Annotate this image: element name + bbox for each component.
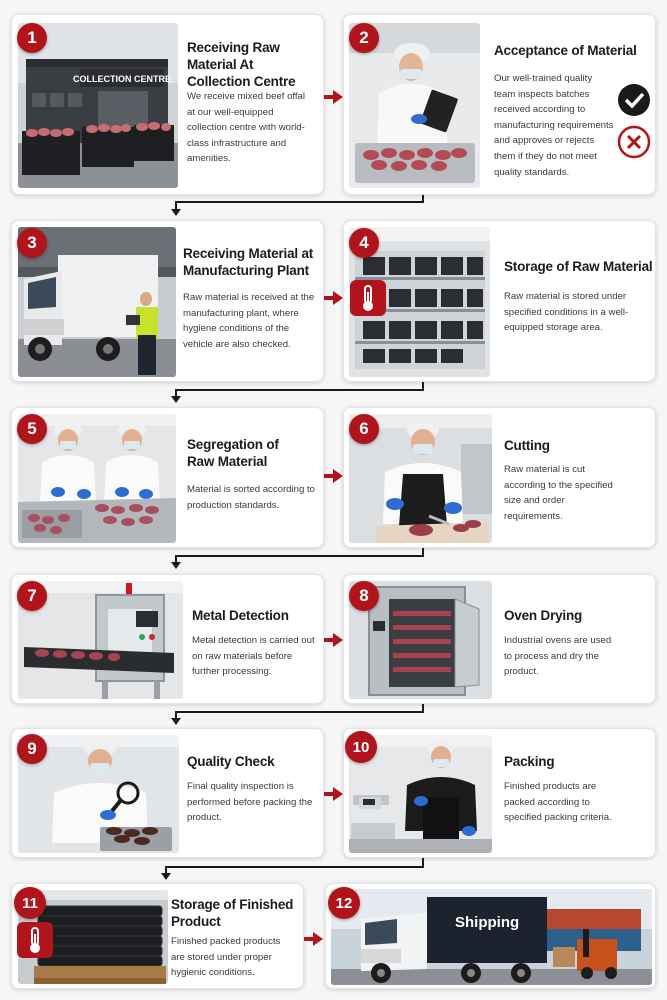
step-description-8: Industrial ovens are used to process and dry the product.: [504, 635, 612, 678]
step-card-8: [343, 574, 656, 704]
step-card-12: [325, 883, 656, 989]
step-card-11: [11, 883, 304, 989]
step-number-badge-9: 9: [17, 734, 47, 764]
arrow-right-icon: [324, 290, 344, 306]
step-title-6: Cutting: [504, 438, 550, 453]
step-card-9: [11, 728, 324, 858]
flow-connector: [170, 702, 430, 726]
collection-centre-sign: COLLECTION CENTRE: [73, 74, 171, 84]
step-description-5: Material is sorted according to production standards.: [187, 484, 315, 511]
step-description-7: Metal detection is carried out on raw materials before further processing.: [192, 635, 315, 678]
step-card-6: [343, 407, 656, 548]
step-title-8: Oven Drying: [504, 608, 583, 623]
step-title-3: Receiving Material at Manufacturing Plant: [183, 246, 314, 278]
step-title-7: Metal Detection: [192, 608, 289, 623]
step-card-3: [11, 220, 324, 382]
step-title-9: Quality Check: [187, 754, 275, 769]
step-title-1: Receiving Raw Material At Collection Centre: [187, 40, 296, 89]
step-number-badge-5: 5: [17, 414, 47, 444]
step-card-1: [11, 14, 324, 195]
step-title-4: Storage of Raw Material: [504, 259, 653, 274]
step-number-badge-8: 8: [349, 581, 379, 611]
step-number-badge-12: 12: [328, 887, 360, 919]
step-number-badge-1: 1: [17, 23, 47, 53]
step-card-5: [11, 407, 324, 548]
step-card-10: [343, 728, 656, 858]
shipping-container-label: Shipping: [455, 914, 520, 931]
step-description-4: Raw material is stored under specified conditions in a well-equipped storage area.: [504, 291, 629, 334]
flow-connector: [170, 546, 430, 570]
step-title-5: Segregation of Raw Material: [187, 437, 279, 469]
step-description-6: Raw material is cut according to the specified size and order requirements.: [504, 464, 613, 522]
step-description-10: Finished products are packed according to specified packing criteria.: [504, 781, 612, 824]
step-card-7: [11, 574, 324, 704]
check-icon: [617, 83, 651, 117]
step-number-badge-11: 11: [14, 887, 46, 919]
flow-connector: [160, 856, 430, 882]
step-number-badge-6: 6: [349, 414, 379, 444]
step-title-2: Acceptance of Material: [494, 43, 637, 58]
arrow-right-icon: [324, 632, 344, 648]
step-number-badge-10: 10: [345, 731, 377, 763]
thermometer-icon: [350, 280, 386, 316]
reject-icon: [617, 125, 651, 159]
flow-connector: [170, 193, 430, 217]
arrow-right-icon: [324, 468, 344, 484]
step-card-4: [343, 220, 656, 382]
step-description-1: We receive mixed beef offal at our well-equipped collection centre with world-class infrastructure and amenities.: [187, 91, 306, 165]
arrow-right-icon: [324, 89, 344, 105]
arrow-right-icon: [304, 931, 324, 947]
step-description-2: Our well-trained quality team inspects batches received according to manufacturing requirements and approves or rejects them if they do not meet quality standards.: [494, 73, 614, 178]
thermometer-icon: [17, 922, 53, 958]
step-number-badge-3: 3: [17, 228, 47, 258]
step-photo-12: [331, 889, 652, 985]
step-description-9: Final quality inspection is performed before packing the product.: [187, 781, 313, 824]
step-number-badge-4: 4: [349, 228, 379, 258]
step-title-10: Packing: [504, 754, 555, 769]
step-number-badge-2: 2: [349, 23, 379, 53]
step-title-11: Storage of Finished Product: [171, 897, 294, 929]
flow-connector: [170, 380, 430, 404]
step-description-3: Raw material is received at the manufacturing plant, where hygiene conditions of the vehicle are also checked.: [183, 292, 315, 350]
arrow-right-icon: [324, 786, 344, 802]
step-number-badge-7: 7: [17, 581, 47, 611]
step-card-2: [343, 14, 656, 195]
step-description-11: Finished packed products are stored under proper hygienic conditions.: [171, 936, 281, 979]
